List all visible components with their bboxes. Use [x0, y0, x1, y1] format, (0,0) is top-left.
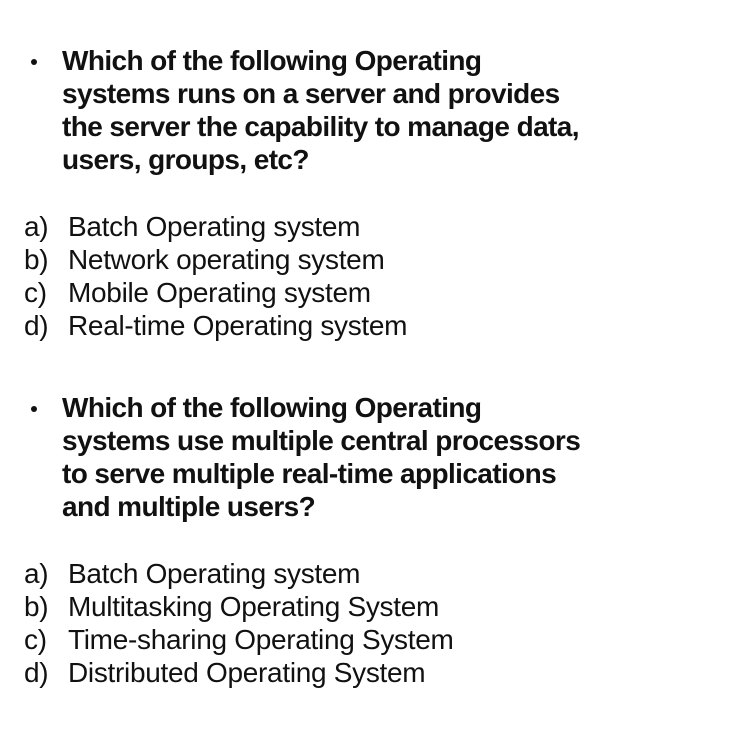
bullet-icon [31, 406, 37, 412]
option-a [24, 557, 454, 590]
option-text: Time-sharing Operating System [68, 624, 454, 655]
option-letter: d) [24, 310, 49, 341]
question-text: Which of the following Operating systems use multiple central processors to serve multiple real-time applications and multiple users? [62, 392, 581, 522]
option-letter: a) [24, 558, 49, 589]
option-d [24, 309, 407, 342]
option-c [24, 276, 407, 309]
option-c [24, 623, 454, 656]
option-b [24, 243, 407, 276]
option-letter: a) [24, 211, 49, 242]
option-d [24, 656, 454, 689]
option-text: Batch Operating system [68, 211, 361, 242]
option-letter: b) [24, 244, 49, 275]
question-text: Which of the following Operating systems runs on a server and provides the server the capability to manage data, users, groups, etc? [62, 45, 579, 175]
option-a [24, 210, 407, 243]
option-text: Multitasking Operating System [68, 591, 440, 622]
options-list [24, 557, 454, 689]
bullet-icon [31, 59, 37, 65]
option-letter: c) [24, 624, 47, 655]
option-b [24, 590, 454, 623]
option-text: Batch Operating system [68, 558, 361, 589]
option-text: Network operating system [68, 244, 385, 275]
option-letter: c) [24, 277, 47, 308]
option-text: Real-time Operating system [68, 310, 408, 341]
option-letter: b) [24, 591, 49, 622]
option-text: Mobile Operating system [68, 277, 371, 308]
options-list [24, 210, 407, 342]
option-text: Distributed Operating System [68, 657, 426, 688]
option-letter: d) [24, 657, 49, 688]
